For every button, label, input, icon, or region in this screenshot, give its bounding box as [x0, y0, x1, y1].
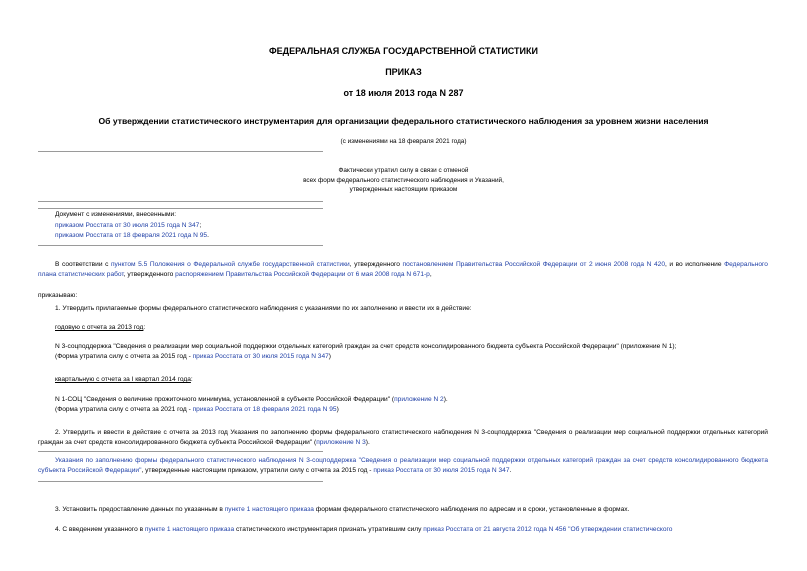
link-quarterly-repeal[interactable]: приказ Росстата от 18 февраля 2021 года N 95	[192, 406, 337, 413]
divider	[38, 245, 323, 246]
amendment-note: (с изменениями на 18 февраля 2021 года)	[340, 138, 467, 145]
doc-type: ПРИКАЗ	[385, 67, 422, 77]
link-rosstat-456[interactable]: приказ Росстата от 21 августа 2012 года N 456 "Об утверждении статистического	[423, 526, 673, 533]
changes-link-2021[interactable]: приказом Росстата от 18 февраля 2021 года N 95	[55, 232, 208, 239]
divider	[38, 481, 323, 482]
changes-link-row-1: приказом Росстата от 30 июля 2015 года N 347;	[55, 221, 202, 229]
divider	[38, 151, 323, 152]
link-instructions-repeal[interactable]: приказ Росстата от 30 июля 2015 года N 347	[373, 466, 510, 474]
status-note-line2: всех форм федерального статистического наблюдения и Указаний,	[303, 176, 504, 184]
status-note-line1: Фактически утратил силу в связи с отменой	[338, 167, 469, 174]
link-instructions[interactable]: Указания по заполнению формы федерального статистического наблюдения N 3-соцподдержка "Сведения о реализации мер социальной поддержки отдельных категорий граждан за счет средств консолидированного бюджета субъекта Российской Федерации"	[38, 457, 768, 474]
link-regulation[interactable]: пунктом 5.5 Положения о Федеральной службе государственной статистики	[110, 261, 350, 268]
changes-link-row-2: приказом Росстата от 18 февраля 2021 года N 95.	[55, 232, 209, 239]
link-government-order[interactable]: распоряжением Правительства Российской Федерации от 6 мая 2008 года N 671-р	[175, 270, 430, 278]
item-2-note: Указания по заполнению формы федерального статистического наблюдения N 3-соцподдержка "Сведения о реализации мер социальной поддержки отдельных категорий граждан за счет средств консолидированного бюджета субъекта Российской Федерации", утвержденные настоящим приказом, утратили силу с отчета за 2015 год - приказ Росстата от 30 июля 2015 года N 347.	[38, 457, 768, 474]
link-appendix-2[interactable]: приложение N 2	[394, 396, 444, 403]
agency-name: ФЕДЕРАЛЬНАЯ СЛУЖБА ГОСУДАРСТВЕННОЙ СТАТИСТИКИ	[269, 46, 538, 56]
annual-form: N 3-соцподдержка "Сведения о реализации мер социальной поддержки отдельных категорий граждан за счет средств консолидированного бюджета субъекта Российской Федерации" (приложение N 1);	[55, 343, 677, 350]
item-2: 2. Утвердить и ввести в действие с отчета за 2013 год Указания по заполнению формы федерального статистического наблюдения N 3-соцподдержка "Сведения о реализации мер социальной поддержки отдельных категорий граждан за счет средств консолидированного бюджета субъекта Российской Федерации" (приложение N 3).	[38, 429, 768, 446]
preamble-paragraph: В соответствии с пунктом 5.5 Положения о Федеральной службе государственной статистики, утвержденного постановлением Правительства Российской Федерации от 2 июня 2008 года N 420, и во исполнение Федерального плана статистических работ, утвержденного распоряжением Правительства Российской Федерации от 6 мая 2008 года N 671-р,	[38, 261, 768, 278]
quarterly-note: (Форма утратила силу с отчета за 2021 год - приказ Росстата от 18 февраля 2021 года N 95)	[55, 406, 339, 413]
link-annual-repeal[interactable]: приказ Росстата от 30 июля 2015 года N 347	[192, 353, 329, 360]
link-item-1-ref[interactable]: пункте 1 настоящего приказа	[224, 506, 314, 513]
doc-date-number: от 18 июля 2013 года N 287	[343, 88, 464, 98]
quarterly-form: N 1-СОЦ "Сведения о величине прожиточного минимума, установленной в субъекте Российской Федерации" (приложение N 2).	[55, 396, 448, 403]
link-government-decree[interactable]: постановлением Правительства Российской Федерации от 2 июня 2008 года N 420	[402, 261, 665, 268]
status-note-line3: утвержденных настоящим приказом	[349, 186, 458, 193]
item-4: 4. С введением указанного в пункте 1 настоящего приказа статистического инструментария признать утратившим силу приказ Росстата от 21 августа 2012 года N 456 "Об утверждении статистического	[55, 526, 673, 533]
order-word: приказываю:	[38, 292, 78, 299]
changes-link-2015[interactable]: приказом Росстата от 30 июля 2015 года N 347	[55, 221, 200, 229]
doc-title: Об утверждении статистического инструментария для организации федерального статистического наблюдения за уровнем жизни населения	[98, 116, 709, 126]
quarterly-heading: квартальную с отчета за I квартал 2014 года:	[55, 376, 193, 383]
divider	[38, 451, 323, 452]
link-appendix-3[interactable]: приложение N 3	[316, 438, 366, 446]
link-item-1-ref-2[interactable]: пункте 1 настоящего приказа	[144, 526, 235, 533]
divider	[38, 201, 323, 202]
changes-intro: Документ с изменениями, внесенными:	[55, 211, 177, 218]
item-3: 3. Установить предоставление данных по указанным в пункте 1 настоящего приказа формам федерального статистического наблюдения по адресам и в сроки, установленные в формах.	[55, 506, 630, 513]
annual-heading: годовую с отчета за 2013 год:	[55, 324, 146, 331]
link-federal-plan[interactable]: Федерального плана статистических работ	[38, 261, 768, 278]
item-1: 1. Утвердить прилагаемые формы федерального статистического наблюдения с указаниями по их заполнению и ввести их в действие:	[55, 305, 472, 312]
divider	[38, 208, 323, 209]
annual-note: (Форма утратила силу с отчета за 2015 год - приказ Росстата от 30 июля 2015 года N 347)	[55, 353, 331, 360]
